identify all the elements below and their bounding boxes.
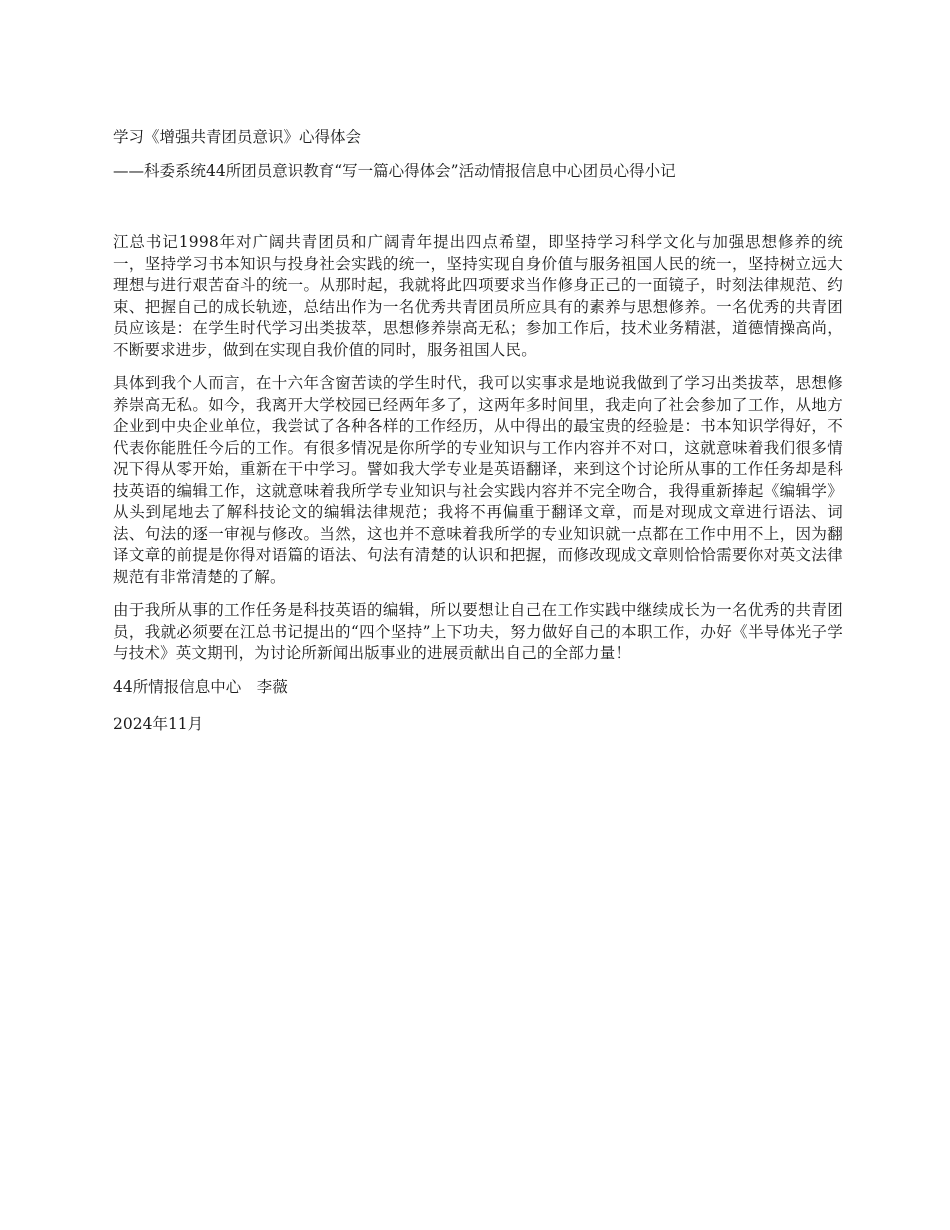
body-paragraph: 江总书记1998年对广阔共青团员和广阔青年提出四点希望，即坚持学习科学文化与加强思想修养的统一，坚持学习书本知识与投身社会实践的统一，坚持实现自身价值与服务祖国人民的统一，坚持树立远大理想与进行艰苦奋斗的统一。从那时起，我就将此四项要求当作修身正己的一面镜子，时刻法律规范、约束、把握自己的成长轨迹，总结出作为一名优秀共青团员所应具有的素养与思想修养。一名优秀的共青团员应该是：在学生时代学习出类拔萃，思想修养崇高无私；参加工作后，技术业务精湛，道德情操高尚，不断要求进步，做到在实现自我价值的同时，服务祖国人民。 bbox=[113, 233, 843, 359]
document-title: 学习《增强共青团员意识》心得体会 bbox=[113, 128, 362, 146]
document-body bbox=[113, 232, 843, 665]
document-page bbox=[113, 124, 843, 752]
document-subtitle: ——科委系统44所团员意识教育“写一篇心得体会”活动情报信息中心团员心得小记 bbox=[113, 162, 676, 180]
signature: 44所情报信息中心 李薇 bbox=[113, 677, 288, 696]
body-paragraph: 由于我所从事的工作任务是科技英语的编辑，所以要想让自己在工作实践中继续成长为一名优秀的共青团员，我就必须要在江总书记提出的“四个坚持”上下功夫，努力做好自己的本职工作，办好《半导体光子学与技术》英文期刊，为讨论所新闻出版事业的进展贡献出自己的全部力量！ bbox=[113, 601, 843, 662]
body-paragraph: 具体到我个人而言，在十六年含窗苦读的学生时代，我可以实事求是地说我做到了学习出类拔萃，思想修养崇高无私。如今，我离开大学校园已经两年多了，这两年多时间里，我走向了社会参加了工作，从地方企业到中央企业单位，我尝试了各种各样的工作经历，从中得出的最宝贵的经验是：书本知识学得好，不代表你能胜任今后的工作。有很多情况是你所学的专业知识与工作内容并不对口，这就意味着我们很多情况下得从零开始，重新在干中学习。譬如我大学专业是英语翻译，来到这个讨论所从事的工作任务却是科技英语的编辑工作，这就意味着我所学专业知识与社会实践内容并不完全吻合，我得重新捧起《编辑学》从头到尾地去了解科技论文的编辑法律规范；我将不再偏重于翻译文章，而是对现成文章进行语法、词法、句法的逐一审视与修改。当然，这也并不意味着我所学的专业知识就一点都在工作中用不上，因为翻译文章的前提是你得对语篇的语法、句法有清楚的认识和把握，而修改现成文章则恰恰需要你对英文法律规范有非常清楚的了解。 bbox=[113, 374, 843, 586]
document-date: 2024年11月 bbox=[113, 715, 204, 733]
